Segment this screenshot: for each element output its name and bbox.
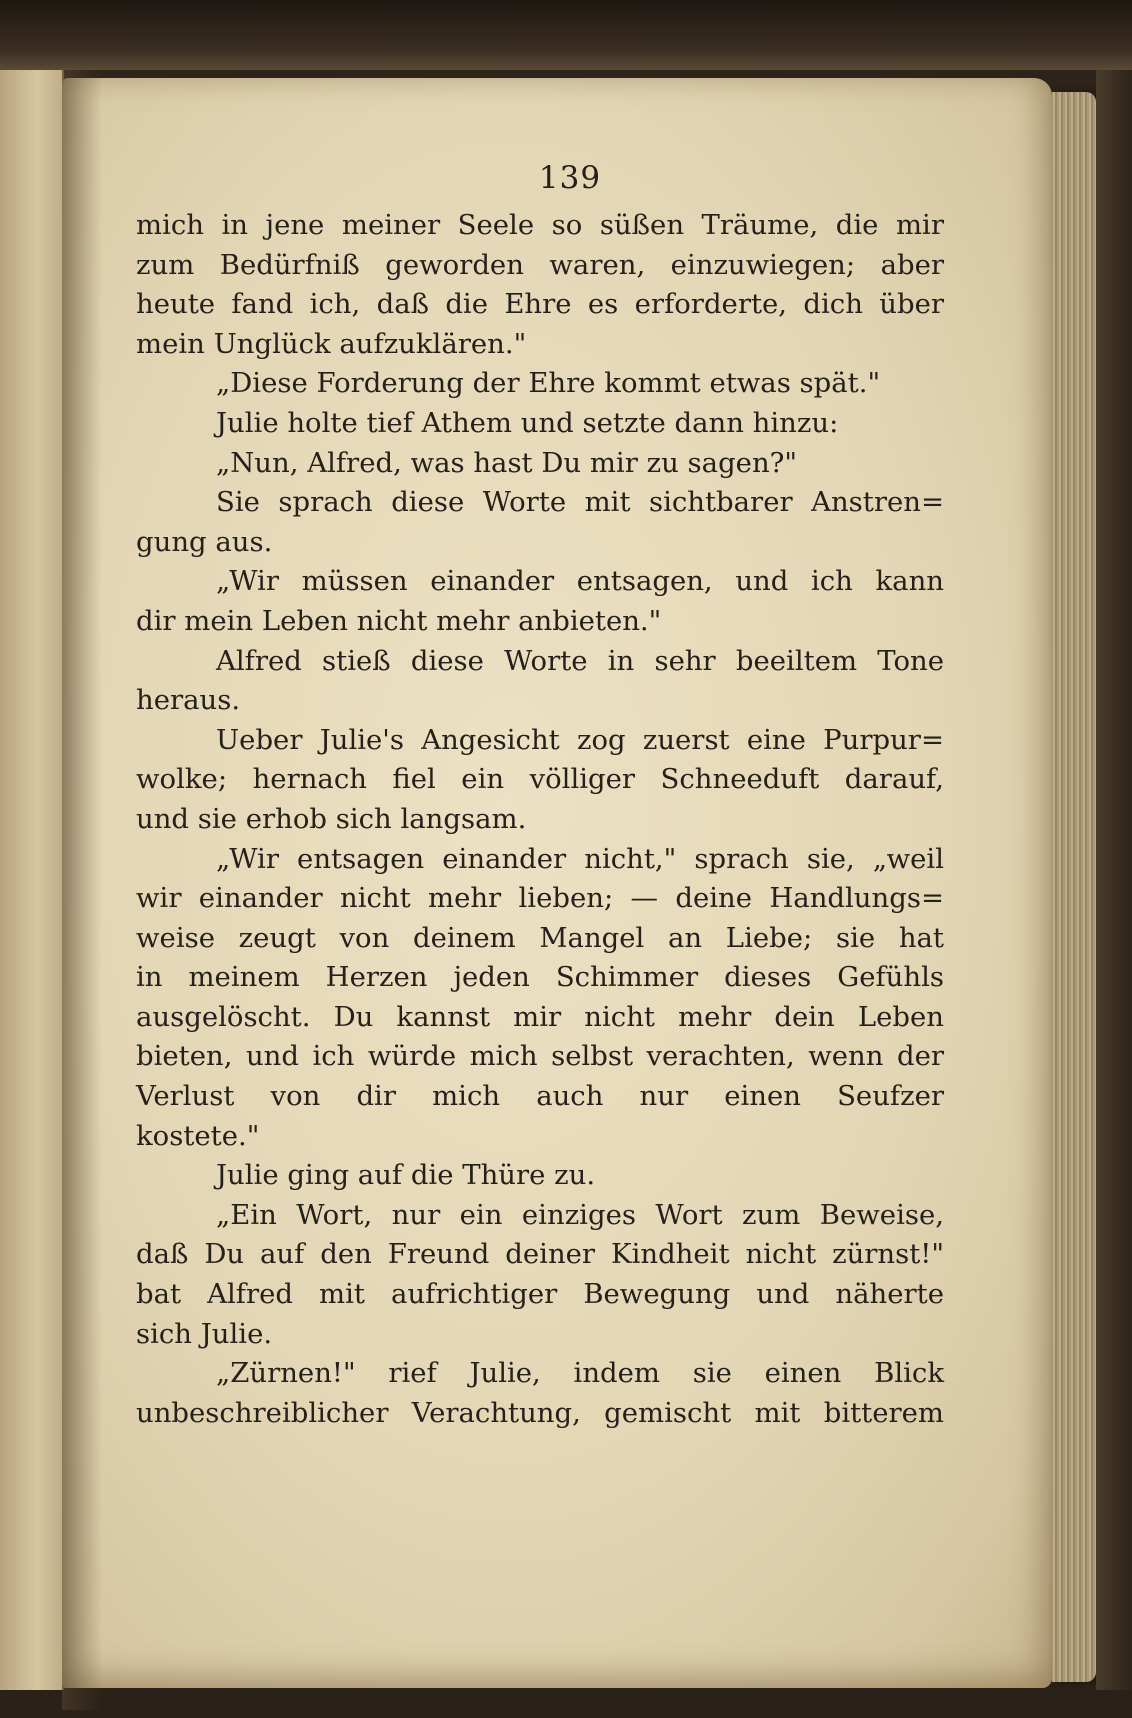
spine-shadow (62, 70, 102, 1710)
text-line: „Diese Forderung der Ehre kommt etwas spät." (216, 367, 881, 400)
text-line: wir einander nicht mehr lieben; — deine Handlungs= (136, 882, 944, 915)
text-line: und sie erhob sich langsam. (136, 802, 527, 835)
text-line: heute fand ich, daß die Ehre es erforderte, dich über (136, 288, 944, 321)
book-cover-right (1096, 70, 1132, 1718)
book-cover-bottom (0, 1690, 1132, 1718)
text-line: bieten, und ich würde mich selbst verachten, wenn der (136, 1040, 944, 1073)
page-text-block (136, 158, 944, 1433)
page-fore-edge (1052, 92, 1096, 1682)
facing-page-edge (0, 70, 64, 1710)
text-line: sich Julie. (136, 1317, 273, 1350)
text-line: mein Unglück aufzuklären." (136, 327, 527, 360)
text-line: Sie sprach diese Worte mit sichtbarer Anstren= (216, 486, 944, 519)
text-line: bat Alfred mit aufrichtiger Bewegung und näherte (136, 1278, 944, 1311)
text-lines (136, 206, 944, 1433)
text-line: heraus. (136, 684, 241, 717)
text-line: wolke; hernach fiel ein völliger Schneeduft darauf, (136, 763, 944, 796)
book-cover-top (0, 0, 1132, 70)
text-line: dir mein Leben nicht mehr anbieten." (136, 604, 662, 637)
text-line: Alfred stieß diese Worte in sehr beeiltem Tone (216, 644, 944, 677)
text-line: Verlust von dir mich auch nur einen Seufzer (136, 1080, 944, 1113)
page-number: 139 (538, 160, 602, 196)
text-line: „Wir müssen einander entsagen, und ich kann (216, 565, 944, 598)
text-line: ausgelöscht. Du kannst mir nicht mehr dein Leben (136, 1000, 944, 1033)
text-line: mich in jene meiner Seele so süßen Träume, die mir (136, 209, 944, 241)
text-line: Julie ging auf die Thüre zu. (216, 1159, 596, 1192)
text-line: gung aus. (136, 525, 273, 558)
text-line: zum Bedürfniß geworden waren, einzuwiegen; aber (136, 248, 944, 281)
text-line: „Ein Wort, nur ein einziges Wort zum Beweise, (216, 1198, 944, 1231)
text-line: „Nun, Alfred, was hast Du mir zu sagen?" (216, 446, 798, 479)
text-line: weise zeugt von deinem Mangel an Liebe; sie hat (136, 921, 944, 954)
text-line: daß Du auf den Freund deiner Kindheit nicht zürnst!" (136, 1238, 944, 1271)
text-line: „Wir entsagen einander nicht," sprach sie, „weil (216, 842, 944, 875)
text-line: Julie holte tief Athem und setzte dann hinzu: (216, 406, 839, 439)
text-line: „Zürnen!" rief Julie, indem sie einen Blick (216, 1357, 944, 1390)
text-line: Ueber Julie's Angesicht zog zuerst eine Purpur= (216, 723, 944, 756)
text-line: kostete." (136, 1119, 260, 1152)
text-line: unbeschreiblicher Verachtung, gemischt mit bitterem (136, 1396, 944, 1429)
text-line: in meinem Herzen jeden Schimmer dieses Gefühls (136, 961, 944, 994)
